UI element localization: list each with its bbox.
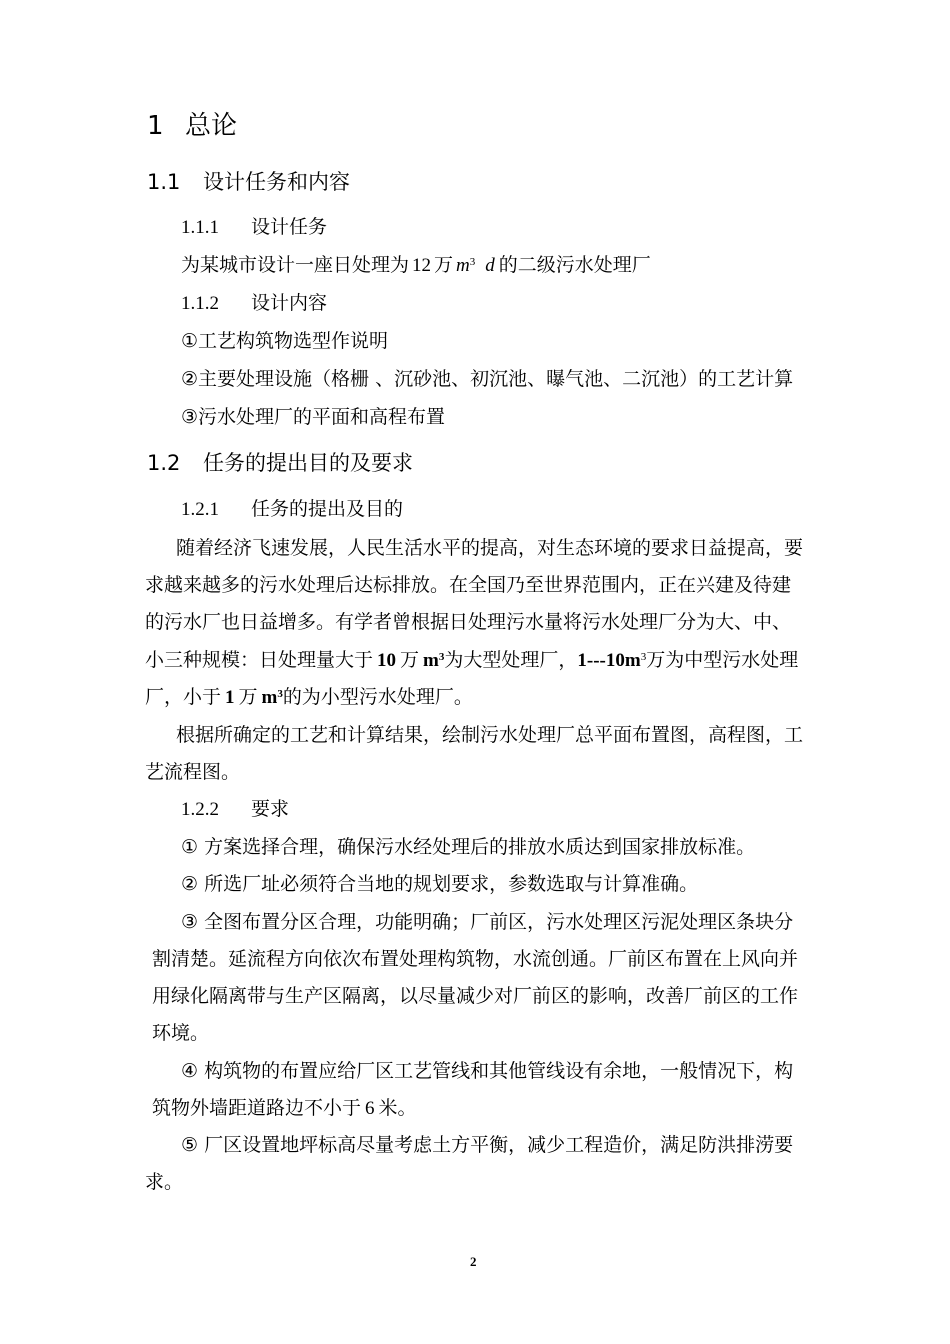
subsection-title: 设计任务: [251, 216, 328, 238]
text-run: 米。: [378, 1097, 417, 1119]
number-run: 1---10m: [577, 650, 641, 671]
requirement-line: [152, 1096, 417, 1121]
requirement-line: ③ 全图布置分区合理，功能明确；厂前区，污水处理区污泥处理区条块分: [181, 911, 794, 933]
content-item: ②主要处理设施（格栅 、沉砂池、初沉池、曝气池、二沉池）的工艺计算: [181, 368, 794, 390]
subsection-number: 1.2.2: [181, 799, 219, 820]
chapter-number: 1: [147, 111, 164, 141]
subsection-heading-1-1-1: [181, 215, 327, 240]
task-capacity: 12: [412, 255, 432, 276]
requirement-line: ④ 构筑物的布置应给厂区工艺管线和其他管线设有余地，一般情况下，构: [181, 1060, 794, 1082]
paragraph-line: 的污水厂也日益增多。有学者曾根据日处理污水量将污水处理厂分为大、中、: [145, 611, 792, 633]
design-task-text: [181, 253, 651, 278]
task-text-a: 为某城市设计一座日处理为: [181, 254, 410, 276]
paragraph-line: 随着经济飞速发展，人民生活水平的提高，对生态环境的要求日益提高，要: [176, 537, 804, 559]
subsection-number: 1.2.1: [181, 499, 219, 520]
text-run: 的为小型污水处理厂。: [282, 686, 473, 708]
paragraph-line: [145, 648, 798, 673]
content-item: ①工艺构筑物选型作说明: [181, 330, 389, 352]
task-unit-sup: 3: [469, 256, 476, 268]
section-number: 1.2: [147, 451, 181, 475]
task-unit: m: [456, 255, 470, 276]
subsection-number: 1.1.1: [181, 217, 219, 238]
text-run: 万为中型污水处理: [646, 649, 799, 671]
paragraph-line: 艺流程图。: [145, 761, 241, 783]
text-run: 为大型处理厂，: [444, 649, 578, 671]
section-heading-1-2: [147, 450, 413, 476]
section-number: 1.1: [147, 170, 181, 194]
number-run: 10: [377, 650, 397, 671]
paragraph-line: 根据所确定的工艺和计算结果，绘制污水处理厂总平面布置图，高程图，工: [176, 724, 804, 746]
unit-run: m: [423, 650, 439, 671]
requirement-item: ① 方案选择合理，确保污水经处理后的排放水质达到国家排放标准。: [181, 836, 756, 858]
number-run: 6: [365, 1098, 375, 1119]
section-heading-1-1: [147, 169, 350, 195]
unit-run: m: [261, 687, 278, 708]
chapter-title: 总论: [185, 111, 238, 141]
task-text-b: 万: [434, 254, 454, 276]
text-run: 小三种规模：日处理量大于: [145, 649, 374, 671]
requirement-line: 求。: [145, 1171, 184, 1193]
unit-sup: 3: [277, 688, 283, 700]
unit-sup: 3: [438, 651, 445, 663]
requirement-line: ⑤ 厂区设置地坪标高尽量考虑土方平衡，减少工程造价，满足防洪排涝要: [181, 1134, 794, 1156]
subsection-title: 要求: [251, 798, 290, 820]
number-run: 1: [225, 687, 235, 708]
subsection-number: 1.1.2: [181, 293, 219, 314]
subsection-title: 任务的提出及目的: [251, 498, 404, 520]
subsection-heading-1-2-1: [181, 497, 403, 522]
chapter-heading: [147, 110, 237, 142]
page-number: 2: [470, 1254, 477, 1269]
task-text-c: 的二级污水处理厂: [498, 254, 651, 276]
section-title: 设计任务和内容: [203, 170, 350, 194]
unit-sup: 3: [640, 651, 647, 663]
requirement-item: ② 所选厂址必须符合当地的规划要求，参数选取与计算准确。: [181, 873, 699, 895]
content-item: ③污水处理厂的平面和高程布置: [181, 406, 446, 428]
text-run: 万: [238, 686, 258, 708]
subsection-heading-1-1-2: [181, 291, 327, 316]
requirement-line: 割清楚。延流程方向依次布置处理构筑物，水流创通。厂前区布置在上风向并: [152, 948, 799, 970]
paragraph-line: 求越来越多的污水处理后达标排放。在全国乃至世界范围内，正在兴建及待建: [145, 574, 792, 596]
task-unit-d: d: [485, 255, 495, 276]
requirement-line: 环境。: [152, 1022, 210, 1044]
subsection-heading-1-2-2: [181, 797, 289, 822]
paragraph-line: [145, 685, 473, 710]
text-run: 万: [400, 649, 420, 671]
text-run: 筑物外墙距道路边不小于: [152, 1097, 362, 1119]
section-title: 任务的提出目的及要求: [203, 451, 413, 475]
subsection-title: 设计内容: [251, 292, 328, 314]
text-run: 厂，小于: [145, 686, 222, 708]
requirement-line: 用绿化隔离带与生产区隔离，以尽量减少对厂前区的影响，改善厂前区的工作: [152, 985, 799, 1007]
